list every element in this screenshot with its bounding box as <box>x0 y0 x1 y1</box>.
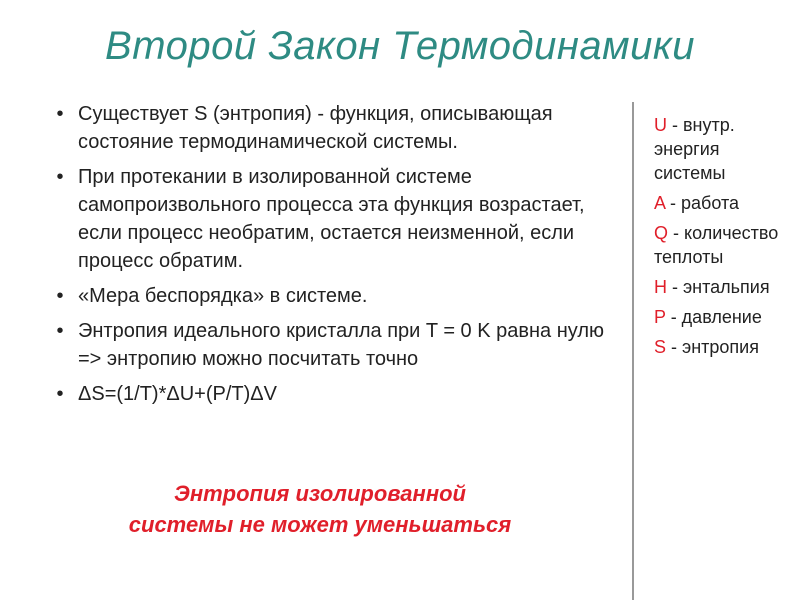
bullet-item <box>50 282 630 310</box>
legend-symbol: U <box>654 115 667 135</box>
legend-text: - количество теплоты <box>654 223 779 267</box>
legend-symbol: H <box>654 277 667 297</box>
legend-symbol: P <box>654 307 666 327</box>
bullet-dot-icon: • <box>56 103 64 125</box>
legend-text: - внутр. энергия системы <box>654 115 735 183</box>
legend-symbol: Q <box>654 223 669 243</box>
slide-title: Второй Закон Термодинамики <box>105 24 695 68</box>
bullet-item <box>50 163 630 275</box>
bullet-text: «Мера беспорядка» в системе. <box>78 285 368 307</box>
legend-item-p <box>654 305 794 329</box>
bullet-text: ΔS=(1/T)*ΔU+(P/T)ΔV <box>78 383 277 405</box>
bullet-dot-icon: • <box>56 383 64 405</box>
bullet-dot-icon: • <box>56 166 64 188</box>
legend-symbol: A <box>654 193 666 213</box>
legend-item-h <box>654 275 794 299</box>
legend-item-a <box>654 191 794 215</box>
legend-text: - энтропия <box>666 337 759 357</box>
bullet-text: Существует S (энтропия) - функция, описывающая состояние термодинамической системы. <box>78 103 553 153</box>
bullet-list <box>50 100 630 415</box>
legend-panel <box>654 113 794 365</box>
bullet-item <box>50 100 630 156</box>
bullet-dot-icon: • <box>56 320 64 342</box>
bullet-item <box>50 317 630 373</box>
conclusion-text: Энтропия изолированной системы не может уменьшаться <box>128 481 512 537</box>
legend-item-u <box>654 113 794 185</box>
bullet-text: При протекании в изолированной системе самопроизвольного процесса эта функция возрастает, если процесс необратим, остается неизменной, если процесс обратим. <box>78 166 585 272</box>
legend-text: - давление <box>665 307 762 327</box>
legend-symbol: S <box>654 337 667 357</box>
bullet-dot-icon: • <box>56 285 64 307</box>
legend-text: - энтальпия <box>667 277 770 297</box>
vertical-divider <box>632 102 634 600</box>
legend-text: - работа <box>665 193 740 213</box>
bullet-text: Энтропия идеального кристалла при T = 0 K равна нулю => энтропию можно посчитать точно <box>78 320 604 370</box>
bullet-item <box>50 380 630 408</box>
legend-item-s <box>654 335 794 359</box>
legend-item-q <box>654 221 794 269</box>
